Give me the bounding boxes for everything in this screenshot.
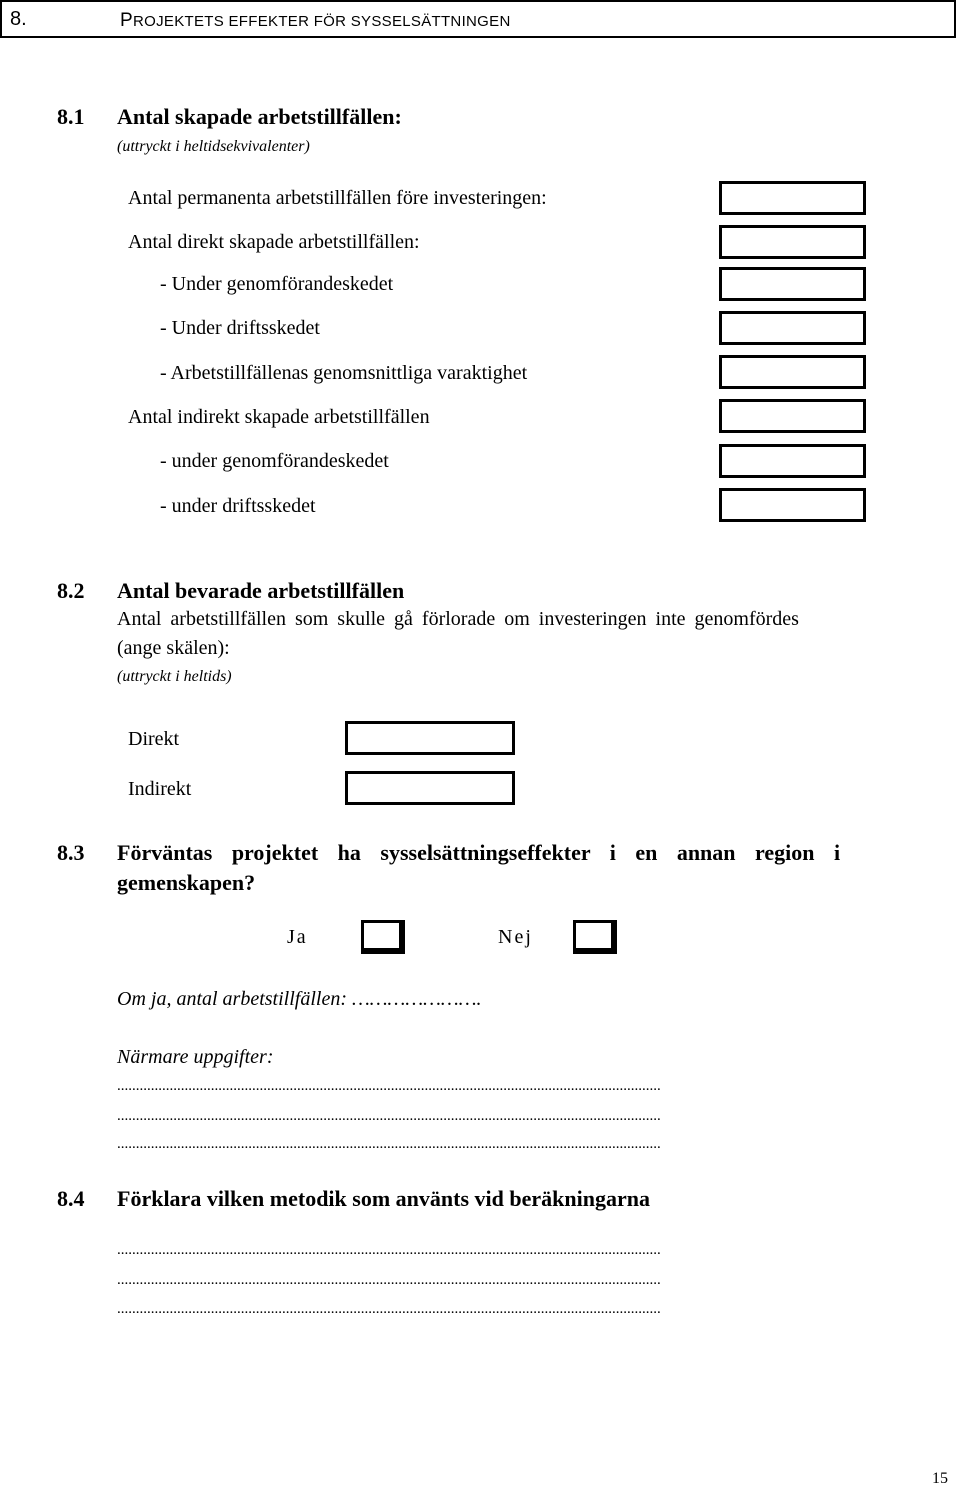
indirect-jobs-field[interactable] xyxy=(719,399,866,433)
direct-jobs-field[interactable] xyxy=(719,225,866,259)
methodology-line-3[interactable]: ................................................................................................................................................. xyxy=(117,1301,661,1317)
details-line-3[interactable]: ................................................................................................................................................. xyxy=(117,1136,661,1152)
s81-number: 8.1 xyxy=(57,104,85,129)
row-indirect-label: Antal indirekt skapade arbetstillfällen xyxy=(128,406,430,428)
title-rest: ROJEKTETS EFFEKTER FÖR SYSSELSÄTTNINGEN xyxy=(132,13,511,30)
indirect-impl-field[interactable] xyxy=(719,444,866,478)
row-permanent-label: Antal permanenta arbetstillfällen före investeringen: xyxy=(128,187,547,209)
direct-label: Direkt xyxy=(128,728,180,750)
permanent-jobs-field[interactable] xyxy=(719,181,866,215)
if-yes-jobs-label: Om ja, antal arbetstillfällen: …………………. xyxy=(117,988,482,1010)
details-label: Närmare uppgifter: xyxy=(117,1046,274,1068)
s82-note: (uttryckt i heltids) xyxy=(117,668,232,685)
title-initial: P xyxy=(120,10,133,31)
s84-number: 8.4 xyxy=(57,1186,85,1211)
no-checkbox[interactable] xyxy=(573,920,617,954)
s81-title: Antal skapade arbetstillfällen: xyxy=(117,104,402,129)
row-direct-label: Antal direkt skapade arbetstillfällen: xyxy=(128,231,420,253)
preserved-direct-field[interactable] xyxy=(345,721,515,755)
section-header xyxy=(0,0,956,38)
indirect-oper-field[interactable] xyxy=(719,488,866,522)
s82-text-line1: Antal arbetstillfällen som skulle gå förlorade om investeringen inte genomfördes xyxy=(117,608,799,630)
methodology-line-2[interactable]: ................................................................................................................................................. xyxy=(117,1272,661,1288)
no-label: Nej xyxy=(498,926,533,948)
page-number: 15 xyxy=(932,1470,948,1487)
s83-title-line1: Förväntas projektet ha sysselsättningseffekter i en annan region i xyxy=(117,840,841,865)
s82-number: 8.2 xyxy=(57,578,85,603)
preserved-indirect-field[interactable] xyxy=(345,771,515,805)
s84-title: Förklara vilken metodik som använts vid beräkningarna xyxy=(117,1186,650,1211)
row-indirect-impl-label: - under genomförandeskedet xyxy=(160,450,389,472)
row-indirect-oper-label: - under driftsskedet xyxy=(160,495,316,517)
s83-title-line2: gemenskapen? xyxy=(117,870,256,895)
s82-text-line2: (ange skälen): xyxy=(117,637,230,659)
row-direct-oper-label: - Under driftsskedet xyxy=(160,317,320,339)
details-line-1[interactable]: ................................................................................................................................................. xyxy=(117,1078,661,1094)
direct-impl-field[interactable] xyxy=(719,267,866,301)
yes-label: Ja xyxy=(287,926,308,948)
row-duration-label: - Arbetstillfällenas genomsnittliga varaktighet xyxy=(160,362,528,384)
yes-checkbox[interactable] xyxy=(361,920,405,954)
section-title xyxy=(120,10,511,32)
details-line-2[interactable]: ................................................................................................................................................. xyxy=(117,1108,661,1124)
s82-title: Antal bevarade arbetstillfällen xyxy=(117,578,405,603)
row-direct-impl-label: - Under genomförandeskedet xyxy=(160,273,394,295)
section-number: 8. xyxy=(10,8,27,30)
direct-oper-field[interactable] xyxy=(719,311,866,345)
s83-number: 8.3 xyxy=(57,840,85,865)
duration-field[interactable] xyxy=(719,355,866,389)
methodology-line-1[interactable]: ................................................................................................................................................. xyxy=(117,1242,661,1258)
s81-subtitle: (uttryckt i heltidsekvivalenter) xyxy=(117,138,310,155)
indirect-label: Indirekt xyxy=(128,778,192,800)
